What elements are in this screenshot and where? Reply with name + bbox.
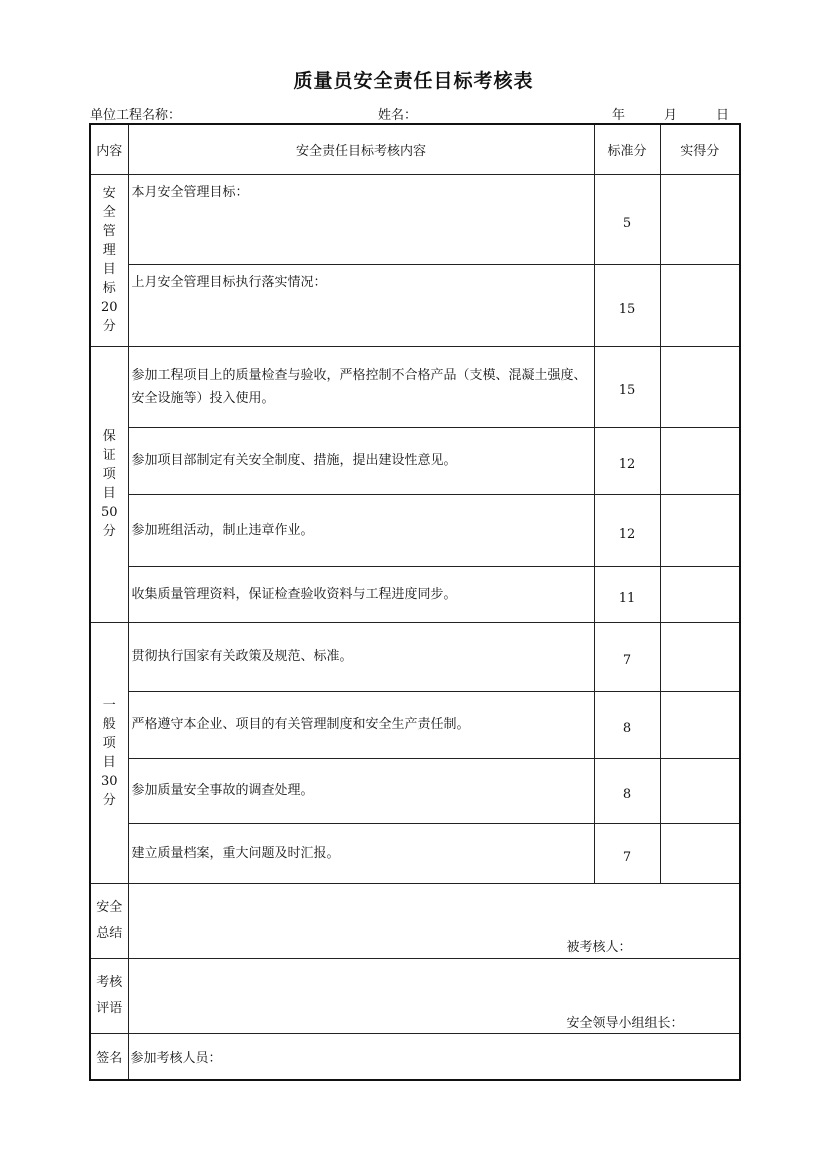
column-header-item: 安全责任目标考核内容 (128, 124, 594, 174)
table-row (90, 264, 740, 346)
actual-score-cell[interactable] (660, 758, 740, 823)
standard-score: 8 (594, 691, 660, 758)
standard-score: 12 (594, 494, 660, 566)
unit-name-label: 单位工程名称： (90, 108, 182, 123)
column-header-content: 内容 (90, 124, 128, 174)
actual-score-cell[interactable] (660, 566, 740, 622)
table-row (90, 758, 740, 823)
year-label: 年 (612, 108, 626, 123)
table-row (90, 691, 740, 758)
actual-score-cell[interactable] (660, 346, 740, 427)
comment-row (90, 958, 740, 1033)
actual-score-cell[interactable] (660, 823, 740, 883)
item-text: 参加工程项目上的质量检查与验收，严格控制不合格产品（支模、混凝土强度、安全设施等）投入使用。 (128, 346, 594, 427)
table-row (90, 346, 740, 427)
item-text: 贯彻执行国家有关政策及规范、标准。 (128, 622, 594, 691)
item-text: 严格遵守本企业、项目的有关管理制度和安全生产责任制。 (128, 691, 594, 758)
actual-score-cell[interactable] (660, 494, 740, 566)
actual-score-cell[interactable] (660, 427, 740, 494)
signature-row (90, 1033, 740, 1080)
column-header-standard: 标准分 (594, 124, 660, 174)
actual-score-cell[interactable] (660, 622, 740, 691)
table-row (90, 566, 740, 622)
item-text: 参加质量安全事故的调查处理。 (128, 758, 594, 823)
table-header-row (90, 124, 740, 174)
form-title: 质量员安全责任目标考核表 (293, 70, 534, 92)
section-label-general-items: 一 般 项 目 30 分 (90, 622, 128, 883)
item-text: 参加项目部制定有关安全制度、措施，提出建设性意见。 (128, 427, 594, 494)
table-row (90, 622, 740, 691)
standard-score: 8 (594, 758, 660, 823)
item-text: 本月安全管理目标： (128, 174, 594, 264)
item-text: 参加班组活动，制止违章作业。 (128, 494, 594, 566)
column-header-actual: 实得分 (660, 124, 740, 174)
summary-row (90, 883, 740, 958)
table-row (90, 823, 740, 883)
item-text: 收集质量管理资料，保证检查验收资料与工程进度同步。 (128, 566, 594, 622)
standard-score: 7 (594, 622, 660, 691)
table-row (90, 174, 740, 264)
summary-label: 安全 总结 (90, 883, 128, 958)
assessee-label: 被考核人： (566, 939, 632, 955)
table-row (90, 494, 740, 566)
comment-label: 考核 评语 (90, 958, 128, 1033)
participants-label: 参加考核人员： (130, 1050, 222, 1066)
standard-score: 11 (594, 566, 660, 622)
standard-score: 7 (594, 823, 660, 883)
actual-score-cell[interactable] (660, 264, 740, 346)
table-row (90, 427, 740, 494)
section-label-guarantee-items: 保 证 项 目 50 分 (90, 346, 128, 622)
person-name-label: 姓名： (378, 108, 418, 123)
actual-score-cell[interactable] (660, 174, 740, 264)
comment-field[interactable] (128, 958, 740, 1033)
summary-field[interactable] (128, 883, 740, 958)
month-label: 月 (664, 108, 678, 123)
safety-group-leader-label: 安全领导小组组长： (566, 1015, 684, 1031)
participants-field[interactable] (128, 1033, 740, 1080)
signature-label: 签名 (90, 1033, 128, 1080)
standard-score: 15 (594, 264, 660, 346)
item-text: 建立质量档案，重大问题及时汇报。 (128, 823, 594, 883)
standard-score: 5 (594, 174, 660, 264)
standard-score: 15 (594, 346, 660, 427)
actual-score-cell[interactable] (660, 691, 740, 758)
standard-score: 12 (594, 427, 660, 494)
item-text: 上月安全管理目标执行落实情况： (128, 264, 594, 346)
day-label: 日 (716, 108, 730, 123)
section-label-safety-goal: 安 全 管 理 目 标 20 分 (90, 174, 128, 346)
assessment-table (89, 123, 741, 1081)
